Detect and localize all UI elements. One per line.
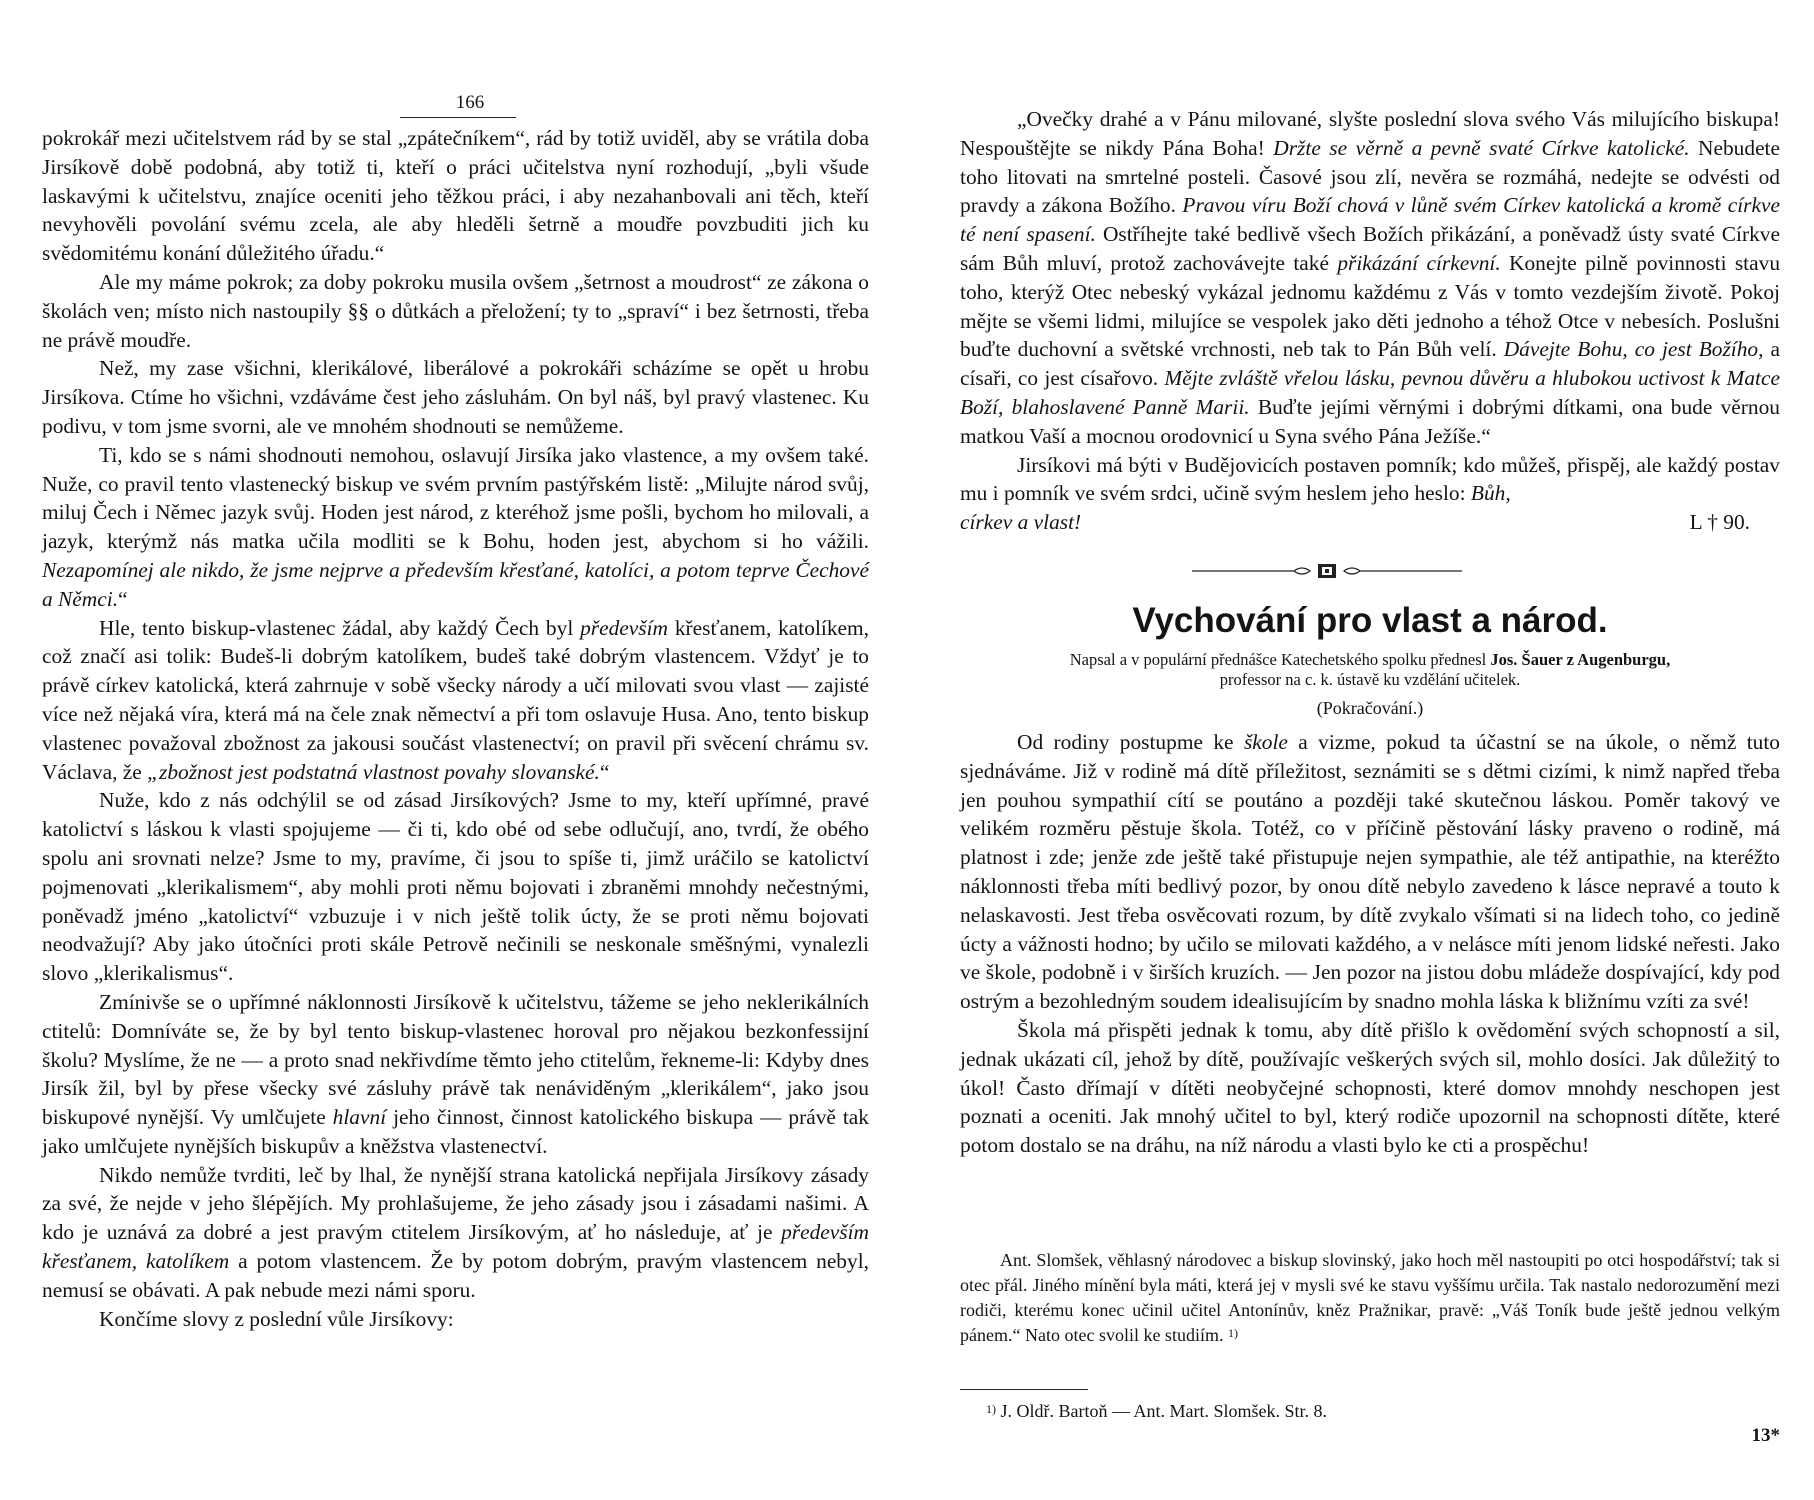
italic-run: Držte se věrně a pevně svaté Církve katolické. [1273,135,1690,160]
left-column-text [42,124,869,1333]
jirsik-testament-quote [960,105,1780,537]
paragraph [42,786,869,988]
italic-run: „zbožnost jest podstatná vlastnost povahy slovanské. [147,759,600,784]
article-title: Vychování pro vlast a národ. [1132,601,1608,640]
footnote-marker: 1) [1227,1326,1238,1340]
author-name: Jos. Šauer z Augenburgu, [1490,650,1671,669]
text-run: pokrokář mezi učitelstvem rád by se stal „zpátečníkem“, rád by totiž uviděl, aby se vrátila doba Jirsíkově době podobná, aby totiž ti, kteří o práci učitelstva nyní rozhodují, „byli všude laskavými k učitelstvu, znajíce oceniti jeho těžkou práci, i aby nezahanbovali ani těch, kteří nevyhověli povolání svému zcela, ale aby hleděli šetrně a moudře povzbuditi jich ku svědomitému konání důležitého úřadu.“ [42,126,869,266]
paragraph [42,614,869,787]
motto-line [960,508,1780,537]
text-run: Buďte jejími věrnými i dobrými dítkami, ona bude věrnou matkou Vaší a mocnou orodovnicí u Syna svého Pána Ježíše.“ [960,394,1780,448]
page-number-rule [400,117,516,118]
text-run: a potom vlastencem. Že by potom dobrým, pravým vlastencem nebyl, nemusí se obávati. A pak nebude mezi námi sporu. [42,1249,869,1302]
left-page [0,0,900,1500]
text-run: Od rodiny postupme ke [1017,730,1244,754]
text-run: Než, my zase všichni, klerikálové, liberálové a pokrokáři scházíme se opět u hrobu Jirsíkova. Ctíme ho všichni, vzdáváme čest jeho zásluhám. On byl náš, byl pravý vlastenec. Ku podivu, v tom jsme svorni, ale ve mnohém shodnouti se nemůžeme. [42,356,869,438]
article-body [960,728,1780,1160]
paragraph [960,1016,1780,1160]
monument-paragraph: Jirsíkovi má býti v Budějovicích postaven pomník; kdo můžeš, přispěj, ale každý postav mu i pomník ve svém srdci, učině svým heslem jeho heslo: Bůh, [960,452,1780,506]
text-run: jeho činnost, činnost katolického biskupa — právě tak jako umlčujete nynějších biskupův a kněžstva vlastenectví. [42,1105,869,1158]
text-run: Nuže, kdo z nás odchýlil se od zásad Jirsíkových? Jsme to my, kteří upřímné, pravé katolictví s láskou k vlasti spojujeme — či ti, kdo obé od sebe odlučují, ano, tvrdí, že obého spolu ani srovnati nelze? Jsme to my, pravíme, či jsou to spíše ti, jimž uráčilo se katolictví pojmenovati „klerikalismem“, aby mohli proti němu bojovati i zbraněmi mnohdy nečestnými, poněvadž jméno „katolictví“ vzbuzuje i v nich ještě tolik úcty, že se proti němu bojovati neodvažují? Aby jako útočníci proti skále Petrově nečinili se neskonale směšnými, vynalezli slovo „klerikalismus“. [42,788,869,986]
footnote-number: 1) [986,1402,996,1416]
italic-run: přikázání církevní. [1337,250,1501,275]
paragraph [42,354,869,440]
italic-run: Dávejte Bohu, co jest Božího, [1503,337,1764,362]
text-run: Škola má přispěti jednak k tomu, aby dítě přišlo k ovědomění svých schopností a sil, jednak ukázati cíl, jehož by dítě, používajíc veškerých svých sil, mohlo dosíci. Jak důležitý to úkol! Často dřímají v dítěti neobyčejné schopnosti, které domov mnohdy neschopen jest poznati a oceniti. Jak mnohý učitel to byl, který rodiče upozornil na schopnosti dítěte, které potom dostalo se na dráhu, na níž národu a vlasti bylo ke cti a prospěchu! [960,1017,1780,1158]
text-run: Ale my máme pokrok; za doby pokroku musila ovšem „šetrnost a moudrost“ ze zákona o školách ven; místo nich nastoupily §§ o důtkách a přeložení; ty to „spraví“ i bez šetrnosti, třeba ne právě moudře. [42,269,869,352]
text-run: Ostříhejte také bedlivě všech Božích přikázání, a poněvadž ústy svaté Církve sám Bůh mluví, protož zachovávejte také [960,222,1780,275]
italic-run: hlavní [332,1105,387,1130]
right-page [900,0,1814,1500]
italic-run: Pravou víru Boží chová v lůně svém Církev katolická a kromě církve té není spasení. [960,193,1780,247]
signature-mark: 13* [1751,1425,1780,1446]
text-run: Konejte pilně povinnosti stavu toho, kterýž Otec nebeský vykázal jednomu každému z Vás v tomto vezdejším životě. Pokoj mějte se všemi lidmi, milujíce se vespolek jako děti jednoho a téhož Otce v nebesích. Poslušni buďte duchovní a světské vrchnosti, neb tak to Pán Bůh velí. [960,250,1781,362]
italic-run: především křesťanem, katolíkem [42,1220,869,1274]
text-run: a císaři, co jest císařovo. [960,337,1780,391]
ornament-divider-icon [1192,560,1462,582]
text-run: “ [118,586,128,611]
text-run: Končíme slovy z poslední vůle Jirsíkovy: [99,1306,454,1331]
continued-label: (Pokračování.) [1316,698,1424,718]
text-run: “ [599,759,610,784]
text-run: Nikdo nemůže tvrditi, leč by lhal, že nynější strana katolická nepřijala Jirsíkovy zásady za své, že nejde v jeho šlépějích. My prohlašujeme, že jeho zásady jsou i zásadami našimi. A kdo je uznává za dobré a jest pravým ctitelem Jirsíkovým, ať ho následuje, ať je [42,1162,869,1245]
small-note: Ant. Slomšek, věhlasný národovec a biskup slovinský, jako hoch měl nastoupiti po otci hospodářství; tak si otec přál. Jiného mínění byla máti, která jej v mysli své ke stavu vyššímu určila. Tak nastalo nedorozumění mezi rodiči, kterému konec učinil učitel Antonínův, kněz Pražnikar, pravě: „Váš Toník bude ještě jednou velkým pánem.“ Nato otec svolil ke studiím. $^{1)}$ [960,1250,1780,1345]
motto-part-1: Bůh, [1470,481,1511,506]
footnote [986,1399,1686,1423]
paragraph [42,1305,869,1334]
paragraph [960,105,1780,451]
italic-run: Mějte zvláště vřelou lásku, pevnou důvěru a hlubokou uctivost k Matce Boží, blahoslavené Panně Marii. [960,366,1780,419]
paragraph [42,988,869,1161]
paragraph [42,1161,869,1305]
text-run: „Ovečky drahé a v Pánu milované, slyšte poslední slova svého Vás milujícího biskupa! Nespouštějte se nikdy Pána Boha! [960,107,1780,160]
paragraph [42,268,869,354]
italic-run: Nezapomínej ale nikdo, že jsme nejprve a především křesťané, katolíci, a potom teprve Čechové a Němci. [42,557,869,611]
source-reference: L † 90. [1689,510,1750,535]
paragraph [42,124,869,268]
text-run: Zmínivše se o upřímné náklonnosti Jirsíkově k učitelstvu, tážeme se jeho neklerikálních ctitelů: Domníváte se, že by byl tento biskup-vlastenec horoval pro nějakou bezkonfessijní školu? Myslíme, že ne — a proto snad nekřivdíme těmto jeho ctitelům, řekneme-li: Kdyby dnes Jirsík žil, byl by přese všecky své zásluhy právě tak nenáviděným „klerikálem“, jako jsou biskupové nynější. Vy umlčujete [42,989,869,1130]
paragraph [960,728,1780,1016]
footnote-rule [960,1389,1088,1390]
text-run: a vizme, pokud ta účastní se na úkole, o němž tuto sjednáváme. Již v rodině má dítě příležitost, seznámiti se s dětmi cizími, k nimž napřed třeba jen pouhou sympathií cítí se poutáno a později také skutečnou láskou. Poměr takový ve velikém rozměru pěstuje škola. Totéž, co v příčině pěstování lásky praveno o rodině, má platnost i zde; jenže zde ještě také přistupuje nejen sympathie, ale též antipathie, na kteréžto náklonnosti třeba míti bedlivý pozor, by onou dítě nebylo zavedeno k lásce nepravé a touto k nelaskavosti. Jest třeba osvěcovati rozum, by dítě zvykalo všímati si na lidech toho, co jedině úcty a vážnosti hodno; by učilo se milovati každého, a v nelásce míti jenom lidské neřesti. Jako ve škole, podobně i v širších kruzích. — Jen pozor na jistou dobu mládeže dospívající, kdy pod ostrým a bezohledným soudem idealisujícím by snadno mohla láska k bližnímu vzíti za své! [960,730,1780,1014]
text-run: Nebudete toho litovati na smrtelné posteli. Časové jsou zlí, nevěra se rozmáhá, nedejte se odvésti od pravdy a zákona Božího. [960,135,1780,218]
footnote-text: J. Oldř. Bartoň — Ant. Mart. Slomšek. Str. 8. [1000,1401,1328,1421]
italic-run: především [580,615,669,640]
paragraph [42,441,869,614]
text-run: křesťanem, katolíkem, což značí asi tolik: Budeš-li dobrým katolíkem, budeš také dobrým vlastencem. Vždyť je to právě církev katolická, která zahrnuje v sobě všecky národy a učí milovati svou vlast — zajisté více než nějaká víra, která má na čele znak němectví a při tom oslavuje Husa. Ano, tento biskup vlastenec považoval zbožnost za jakousi součást vlastenectví; on pravil při svěcení chrámu sv. Václava, že [42,615,870,784]
page-number: 166 [455,92,485,113]
article-byline: Napsal a v populární přednášce Katechetského spolku přednesl Jos. Šauer z Augenburgu, professor na c. k. ústavě ku vzdělání učitelek. [1069,650,1671,689]
italic-run: škole [1243,730,1288,754]
motto-part-2: církev a vlast! [960,510,1082,535]
text-run: Ti, kdo se s námi shodnouti nemohou, oslavují Jirsíka jako vlastence, a my ovšem také. Nuže, co pravil tento vlastenecký biskup ve svém prvním pastýřském listě: „Milujte národ svůj, miluj Čech i Němec jazyk svůj. Hoden jest národ, z kteréhož jsme pošli, bychom ho milovali, a jazyk, kterýmž nás matka učila modliti se k Bohu, hoden jest, abychom si ho vážili. [42,442,869,554]
text-run: Hle, tento biskup-vlastenec žádal, aby každý Čech byl [99,615,581,640]
